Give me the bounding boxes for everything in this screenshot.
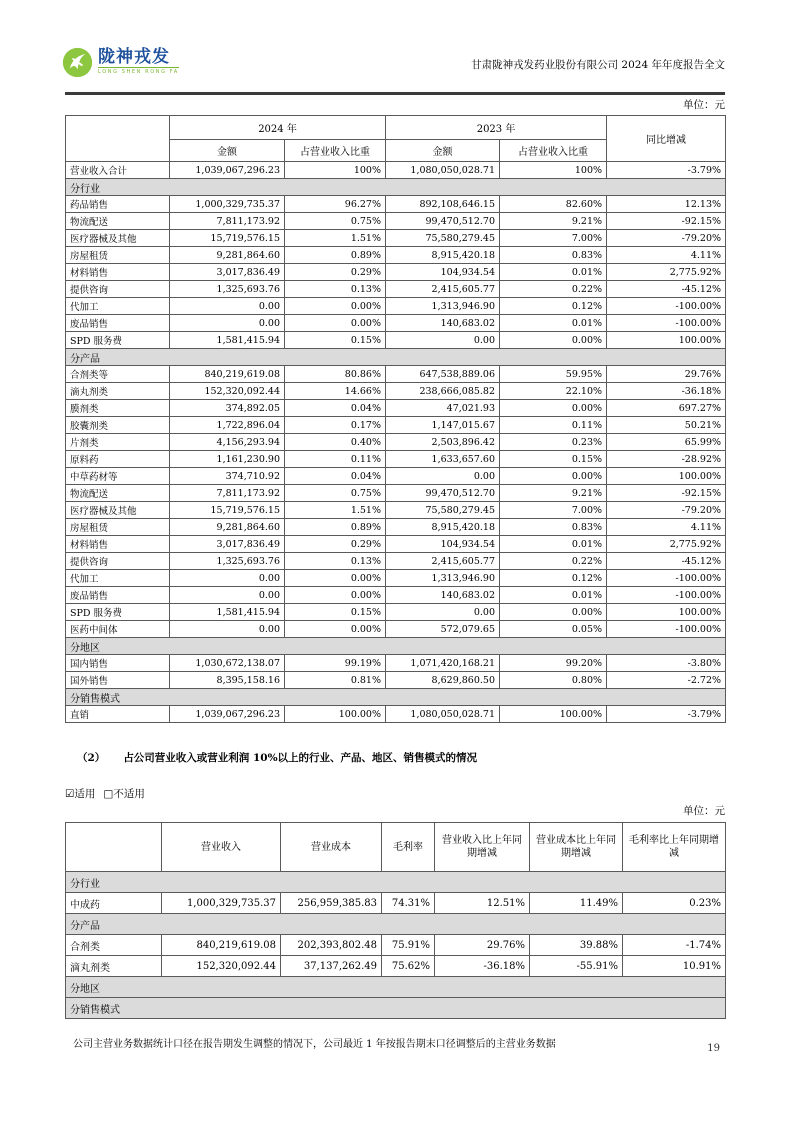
cell-share_2024: 99.19% [285, 655, 386, 672]
section-heading-number: （2） [77, 752, 106, 764]
revenue-breakdown-table [65, 115, 726, 723]
section-row-label: 分产品 [66, 349, 726, 366]
cell-share_2023: 0.00% [500, 400, 607, 417]
cell-share_2023: 82.60% [500, 196, 607, 213]
cell-amount_2023: 1,080,050,028.71 [386, 706, 500, 723]
cell-share_2024: 80.86% [285, 366, 386, 383]
cell-amount_2024: 0.00 [170, 570, 285, 587]
footer-note: 公司主营业务数据统计口径在报告期发生调整的情况下，公司最近 1 年按报告期末口径调整后的主营业务数据 [73, 1039, 556, 1050]
row-label: 药品销售 [66, 196, 170, 213]
cell-margin: 75.62% [382, 956, 435, 977]
table1-header-amount-2023: 金额 [386, 140, 500, 162]
cell-share_2023: 100% [500, 162, 607, 179]
cell-amount_2023: 572,079.65 [386, 621, 500, 638]
cell-amount_2023: 2,415,605.77 [386, 553, 500, 570]
cell-revenue_yoy: 29.76% [435, 935, 530, 956]
row-label: 物流配送 [66, 485, 170, 502]
table-data-row [66, 264, 726, 281]
table-data-row [66, 383, 726, 400]
cell-yoy: -79.20% [607, 502, 726, 519]
cell-share_2024: 0.75% [285, 213, 386, 230]
header-divider [65, 92, 725, 95]
table-section-row [66, 689, 726, 706]
cell-amount_2024: 15,719,576.15 [170, 230, 285, 247]
cell-share_2023: 0.12% [500, 570, 607, 587]
table-data-row [66, 196, 726, 213]
table-section-row [66, 179, 726, 196]
logo-text [98, 47, 179, 76]
cell-share_2023: 0.05% [500, 621, 607, 638]
cell-amount_2024: 1,039,067,296.23 [170, 162, 285, 179]
cell-yoy: -45.12% [607, 281, 726, 298]
section-row-label: 分产品 [66, 914, 726, 935]
row-label: 医疗器械及其他 [66, 502, 170, 519]
cell-margin_yoy: 0.23% [623, 893, 726, 914]
table-section-row [66, 977, 726, 998]
table-data-row [66, 315, 726, 332]
table1-header-2024: 2024 年 [170, 116, 386, 140]
section-row-label: 分行业 [66, 872, 726, 893]
row-label: 废品销售 [66, 315, 170, 332]
section-row-label: 分地区 [66, 977, 726, 998]
cell-share_2023: 0.01% [500, 587, 607, 604]
row-label: 原料药 [66, 451, 170, 468]
cell-yoy: -3.79% [607, 706, 726, 723]
cell-amount_2024: 8,395,158.16 [170, 672, 285, 689]
cell-amount_2023: 104,934.54 [386, 536, 500, 553]
table-data-row [66, 162, 726, 179]
cell-yoy: -92.15% [607, 485, 726, 502]
cell-amount_2023: 1,147,015.67 [386, 417, 500, 434]
cell-amount_2024: 7,811,173.92 [170, 485, 285, 502]
cell-amount_2024: 374,892.05 [170, 400, 285, 417]
cell-amount_2023: 1,080,050,028.71 [386, 162, 500, 179]
row-label: 医药中间体 [66, 621, 170, 638]
row-label: 提供咨询 [66, 281, 170, 298]
table1-header-amount-2024: 金额 [170, 140, 285, 162]
cell-share_2023: 22.10% [500, 383, 607, 400]
row-label: 医疗器械及其他 [66, 230, 170, 247]
cell-amount_2023: 75,580,279.45 [386, 502, 500, 519]
cell-share_2023: 59.95% [500, 366, 607, 383]
cell-amount_2023: 75,580,279.45 [386, 230, 500, 247]
cell-amount_2023: 99,470,512.70 [386, 485, 500, 502]
cell-amount_2024: 1,030,672,138.07 [170, 655, 285, 672]
cell-amount_2023: 1,071,420,168.21 [386, 655, 500, 672]
cell-yoy: -2.72% [607, 672, 726, 689]
cell-share_2024: 96.27% [285, 196, 386, 213]
cell-yoy: -100.00% [607, 621, 726, 638]
row-label: 片剂类 [66, 434, 170, 451]
cell-amount_2023: 140,683.02 [386, 587, 500, 604]
cell-share_2024: 0.04% [285, 400, 386, 417]
cell-cost: 256,959,385.83 [281, 893, 382, 914]
table-data-row [66, 655, 726, 672]
table-data-row [66, 621, 726, 638]
cell-share_2024: 0.29% [285, 536, 386, 553]
cell-share_2024: 0.17% [285, 417, 386, 434]
cell-share_2024: 0.89% [285, 519, 386, 536]
cell-revenue: 840,219,619.08 [162, 935, 281, 956]
table-section-row [66, 998, 726, 1019]
table-data-row [66, 213, 726, 230]
logo-name-en: LONG SHEN RONG FA [98, 69, 179, 75]
row-label: 滴丸剂类 [66, 956, 162, 977]
cell-amount_2024: 3,017,836.49 [170, 264, 285, 281]
cell-share_2024: 14.66% [285, 383, 386, 400]
cell-yoy: 2,775.92% [607, 264, 726, 281]
table-data-row [66, 417, 726, 434]
table-data-row [66, 298, 726, 315]
table-data-row [66, 230, 726, 247]
cell-share_2024: 0.81% [285, 672, 386, 689]
cell-amount_2023: 647,538,889.06 [386, 366, 500, 383]
cell-yoy: -92.15% [607, 213, 726, 230]
cell-share_2024: 0.75% [285, 485, 386, 502]
company-logo-icon [62, 47, 93, 78]
page-number: 19 [707, 1043, 720, 1054]
cell-amount_2024: 1,161,230.90 [170, 451, 285, 468]
cell-share_2024: 0.00% [285, 570, 386, 587]
cell-revenue_yoy: 12.51% [435, 893, 530, 914]
table-data-row [66, 400, 726, 417]
cell-revenue: 1,000,329,735.37 [162, 893, 281, 914]
table-data-row [66, 502, 726, 519]
row-label: 中草药材等 [66, 468, 170, 485]
cell-amount_2024: 9,281,864.60 [170, 519, 285, 536]
table1-group-header-row [66, 116, 726, 140]
table-data-row [66, 332, 726, 349]
cell-amount_2023: 2,415,605.77 [386, 281, 500, 298]
cell-yoy: 4.11% [607, 519, 726, 536]
table1-corner-cell [66, 116, 170, 162]
table-data-row [66, 956, 726, 977]
cell-share_2023: 0.12% [500, 298, 607, 315]
applicable-checkbox: ☑适用 [65, 788, 96, 800]
cell-amount_2024: 1,722,896.04 [170, 417, 285, 434]
cell-amount_2023: 0.00 [386, 332, 500, 349]
cell-yoy: -3.79% [607, 162, 726, 179]
cell-share_2023: 0.15% [500, 451, 607, 468]
cell-share_2024: 100.00% [285, 706, 386, 723]
margin-breakdown-table [65, 822, 726, 1019]
table-data-row [66, 553, 726, 570]
cell-cost_yoy: 11.49% [530, 893, 623, 914]
table-data-row [66, 672, 726, 689]
cell-share_2023: 0.01% [500, 264, 607, 281]
table-data-row [66, 935, 726, 956]
cell-share_2024: 1.51% [285, 502, 386, 519]
cell-cost: 37,137,262.49 [281, 956, 382, 977]
cell-cost_yoy: 39.88% [530, 935, 623, 956]
cell-share_2023: 0.00% [500, 332, 607, 349]
row-label: 胶囊剂类 [66, 417, 170, 434]
cell-share_2024: 0.00% [285, 621, 386, 638]
row-label: 膜剂类 [66, 400, 170, 417]
cell-yoy: 50.21% [607, 417, 726, 434]
table1-header-2023: 2023 年 [386, 116, 607, 140]
document-title: 甘肃陇神戎发药业股份有限公司 2024 年年度报告全文 [471, 59, 725, 71]
table-data-row [66, 587, 726, 604]
table-section-row [66, 872, 726, 893]
table1-header-share-2023: 占营业收入比重 [500, 140, 607, 162]
cell-share_2024: 0.11% [285, 451, 386, 468]
cell-share_2024: 0.40% [285, 434, 386, 451]
row-label: 提供咨询 [66, 553, 170, 570]
cell-share_2024: 1.51% [285, 230, 386, 247]
cell-margin: 75.91% [382, 935, 435, 956]
table-data-row [66, 706, 726, 723]
cell-share_2024: 100% [285, 162, 386, 179]
cell-cost_yoy: -55.91% [530, 956, 623, 977]
cell-share_2024: 0.13% [285, 281, 386, 298]
row-label: 国外销售 [66, 672, 170, 689]
cell-amount_2024: 9,281,864.60 [170, 247, 285, 264]
cell-amount_2023: 99,470,512.70 [386, 213, 500, 230]
cell-amount_2024: 1,039,067,296.23 [170, 706, 285, 723]
cell-amount_2024: 840,219,619.08 [170, 366, 285, 383]
table-data-row [66, 893, 726, 914]
cell-amount_2023: 1,313,946.90 [386, 570, 500, 587]
table-section-row [66, 638, 726, 655]
section-row-label: 分地区 [66, 638, 726, 655]
section-heading-text: 占公司营业收入或营业利润 10%以上的行业、产品、地区、销售模式的情况 [123, 752, 478, 764]
cell-amount_2024: 1,581,415.94 [170, 604, 285, 621]
row-label: 营业收入合计 [66, 162, 170, 179]
table2-header-revenue-yoy: 营业收入比上年同期增减 [435, 823, 530, 872]
table-data-row [66, 468, 726, 485]
cell-share_2023: 99.20% [500, 655, 607, 672]
cell-share_2024: 0.15% [285, 604, 386, 621]
unit-label-table2: 单位：元 [683, 805, 725, 817]
cell-amount_2024: 15,719,576.15 [170, 502, 285, 519]
cell-amount_2024: 1,581,415.94 [170, 332, 285, 349]
cell-yoy: -28.92% [607, 451, 726, 468]
table-data-row [66, 536, 726, 553]
cell-share_2023: 0.22% [500, 281, 607, 298]
cell-share_2023: 0.83% [500, 247, 607, 264]
cell-amount_2023: 140,683.02 [386, 315, 500, 332]
cell-yoy: -79.20% [607, 230, 726, 247]
cell-yoy: 100.00% [607, 332, 726, 349]
row-label: 国内销售 [66, 655, 170, 672]
section-row-label: 分行业 [66, 179, 726, 196]
cell-amount_2023: 104,934.54 [386, 264, 500, 281]
row-label: 中成药 [66, 893, 162, 914]
cell-amount_2023: 8,915,420.18 [386, 519, 500, 536]
table2-header-cost-yoy: 营业成本比上年同期增减 [530, 823, 623, 872]
table2-header-margin: 毛利率 [382, 823, 435, 872]
cell-share_2023: 0.00% [500, 468, 607, 485]
cell-yoy: 100.00% [607, 604, 726, 621]
cell-yoy: 2,775.92% [607, 536, 726, 553]
cell-amount_2023: 1,313,946.90 [386, 298, 500, 315]
table2-header-row [66, 823, 726, 872]
cell-amount_2024: 0.00 [170, 315, 285, 332]
cell-amount_2024: 0.00 [170, 587, 285, 604]
cell-amount_2024: 4,156,293.94 [170, 434, 285, 451]
cell-amount_2023: 2,503,896.42 [386, 434, 500, 451]
cell-amount_2023: 1,633,657.60 [386, 451, 500, 468]
cell-amount_2024: 1,000,329,735.37 [170, 196, 285, 213]
cell-amount_2024: 152,320,092.44 [170, 383, 285, 400]
row-label: SPD 服务费 [66, 332, 170, 349]
cell-yoy: 12.13% [607, 196, 726, 213]
cell-cost: 202,393,802.48 [281, 935, 382, 956]
cell-yoy: -100.00% [607, 587, 726, 604]
cell-amount_2023: 0.00 [386, 468, 500, 485]
table1-header-yoy: 同比增减 [607, 116, 726, 162]
cell-margin_yoy: -1.74% [623, 935, 726, 956]
cell-revenue_yoy: -36.18% [435, 956, 530, 977]
cell-share_2023: 9.21% [500, 485, 607, 502]
row-label: 物流配送 [66, 213, 170, 230]
row-label: SPD 服务费 [66, 604, 170, 621]
not-applicable-checkbox: □不适用 [103, 788, 145, 800]
cell-share_2023: 7.00% [500, 230, 607, 247]
row-label: 废品销售 [66, 587, 170, 604]
table-section-row [66, 349, 726, 366]
cell-amount_2023: 892,108,646.15 [386, 196, 500, 213]
cell-yoy: -3.80% [607, 655, 726, 672]
cell-share_2024: 0.89% [285, 247, 386, 264]
cell-amount_2023: 47,021.93 [386, 400, 500, 417]
row-label: 合剂类等 [66, 366, 170, 383]
section-heading [77, 750, 477, 765]
table2-header-margin-yoy: 毛利率比上年同期增减 [623, 823, 726, 872]
cell-yoy: -45.12% [607, 553, 726, 570]
table2-header-cost: 营业成本 [281, 823, 382, 872]
cell-amount_2024: 7,811,173.92 [170, 213, 285, 230]
table-data-row [66, 281, 726, 298]
cell-share_2023: 0.80% [500, 672, 607, 689]
cell-yoy: 4.11% [607, 247, 726, 264]
table-data-row [66, 451, 726, 468]
cell-share_2024: 0.00% [285, 315, 386, 332]
cell-yoy: -100.00% [607, 298, 726, 315]
cell-amount_2024: 374,710.92 [170, 468, 285, 485]
cell-share_2024: 0.13% [285, 553, 386, 570]
table-section-row [66, 914, 726, 935]
table-data-row [66, 604, 726, 621]
cell-amount_2024: 1,325,693.76 [170, 281, 285, 298]
cell-yoy: 29.76% [607, 366, 726, 383]
table2-header-revenue: 营业收入 [162, 823, 281, 872]
cell-margin_yoy: 10.91% [623, 956, 726, 977]
row-label: 代加工 [66, 570, 170, 587]
cell-amount_2024: 0.00 [170, 621, 285, 638]
row-label: 滴丸剂类 [66, 383, 170, 400]
section-row-label: 分销售模式 [66, 998, 726, 1019]
cell-amount_2024: 1,325,693.76 [170, 553, 285, 570]
section-row-label: 分销售模式 [66, 689, 726, 706]
cell-amount_2024: 3,017,836.49 [170, 536, 285, 553]
cell-revenue: 152,320,092.44 [162, 956, 281, 977]
cell-yoy: 100.00% [607, 468, 726, 485]
row-label: 房屋租赁 [66, 519, 170, 536]
cell-yoy: -100.00% [607, 315, 726, 332]
cell-share_2024: 0.15% [285, 332, 386, 349]
cell-share_2023: 9.21% [500, 213, 607, 230]
company-logo [62, 47, 179, 78]
cell-amount_2023: 238,666,085.82 [386, 383, 500, 400]
cell-yoy: -100.00% [607, 570, 726, 587]
cell-share_2023: 0.83% [500, 519, 607, 536]
row-label: 代加工 [66, 298, 170, 315]
cell-yoy: 697.27% [607, 400, 726, 417]
row-label: 直销 [66, 706, 170, 723]
table-data-row [66, 434, 726, 451]
cell-amount_2023: 8,915,420.18 [386, 247, 500, 264]
cell-share_2023: 7.00% [500, 502, 607, 519]
cell-share_2023: 0.22% [500, 553, 607, 570]
cell-share_2023: 100.00% [500, 706, 607, 723]
cell-share_2023: 0.01% [500, 536, 607, 553]
unit-label-table1: 单位：元 [683, 99, 725, 111]
cell-share_2024: 0.00% [285, 298, 386, 315]
cell-amount_2023: 0.00 [386, 604, 500, 621]
table-data-row [66, 570, 726, 587]
cell-share_2023: 0.23% [500, 434, 607, 451]
logo-name-cn: 陇神戎发 [98, 47, 170, 67]
table2-corner-cell [66, 823, 162, 872]
cell-share_2023: 0.00% [500, 604, 607, 621]
cell-margin: 74.31% [382, 893, 435, 914]
cell-yoy: 65.99% [607, 434, 726, 451]
table-data-row [66, 485, 726, 502]
table-data-row [66, 247, 726, 264]
cell-amount_2023: 8,629,860.50 [386, 672, 500, 689]
table1-header-share-2024: 占营业收入比重 [285, 140, 386, 162]
row-label: 房屋租赁 [66, 247, 170, 264]
table-data-row [66, 366, 726, 383]
cell-yoy: -36.18% [607, 383, 726, 400]
row-label: 材料销售 [66, 536, 170, 553]
row-label: 合剂类 [66, 935, 162, 956]
cell-share_2024: 0.04% [285, 468, 386, 485]
cell-share_2023: 0.01% [500, 315, 607, 332]
row-label: 材料销售 [66, 264, 170, 281]
cell-share_2024: 0.00% [285, 587, 386, 604]
applicability-line [65, 786, 145, 801]
cell-share_2023: 0.11% [500, 417, 607, 434]
cell-share_2024: 0.29% [285, 264, 386, 281]
cell-amount_2024: 0.00 [170, 298, 285, 315]
table-data-row [66, 519, 726, 536]
